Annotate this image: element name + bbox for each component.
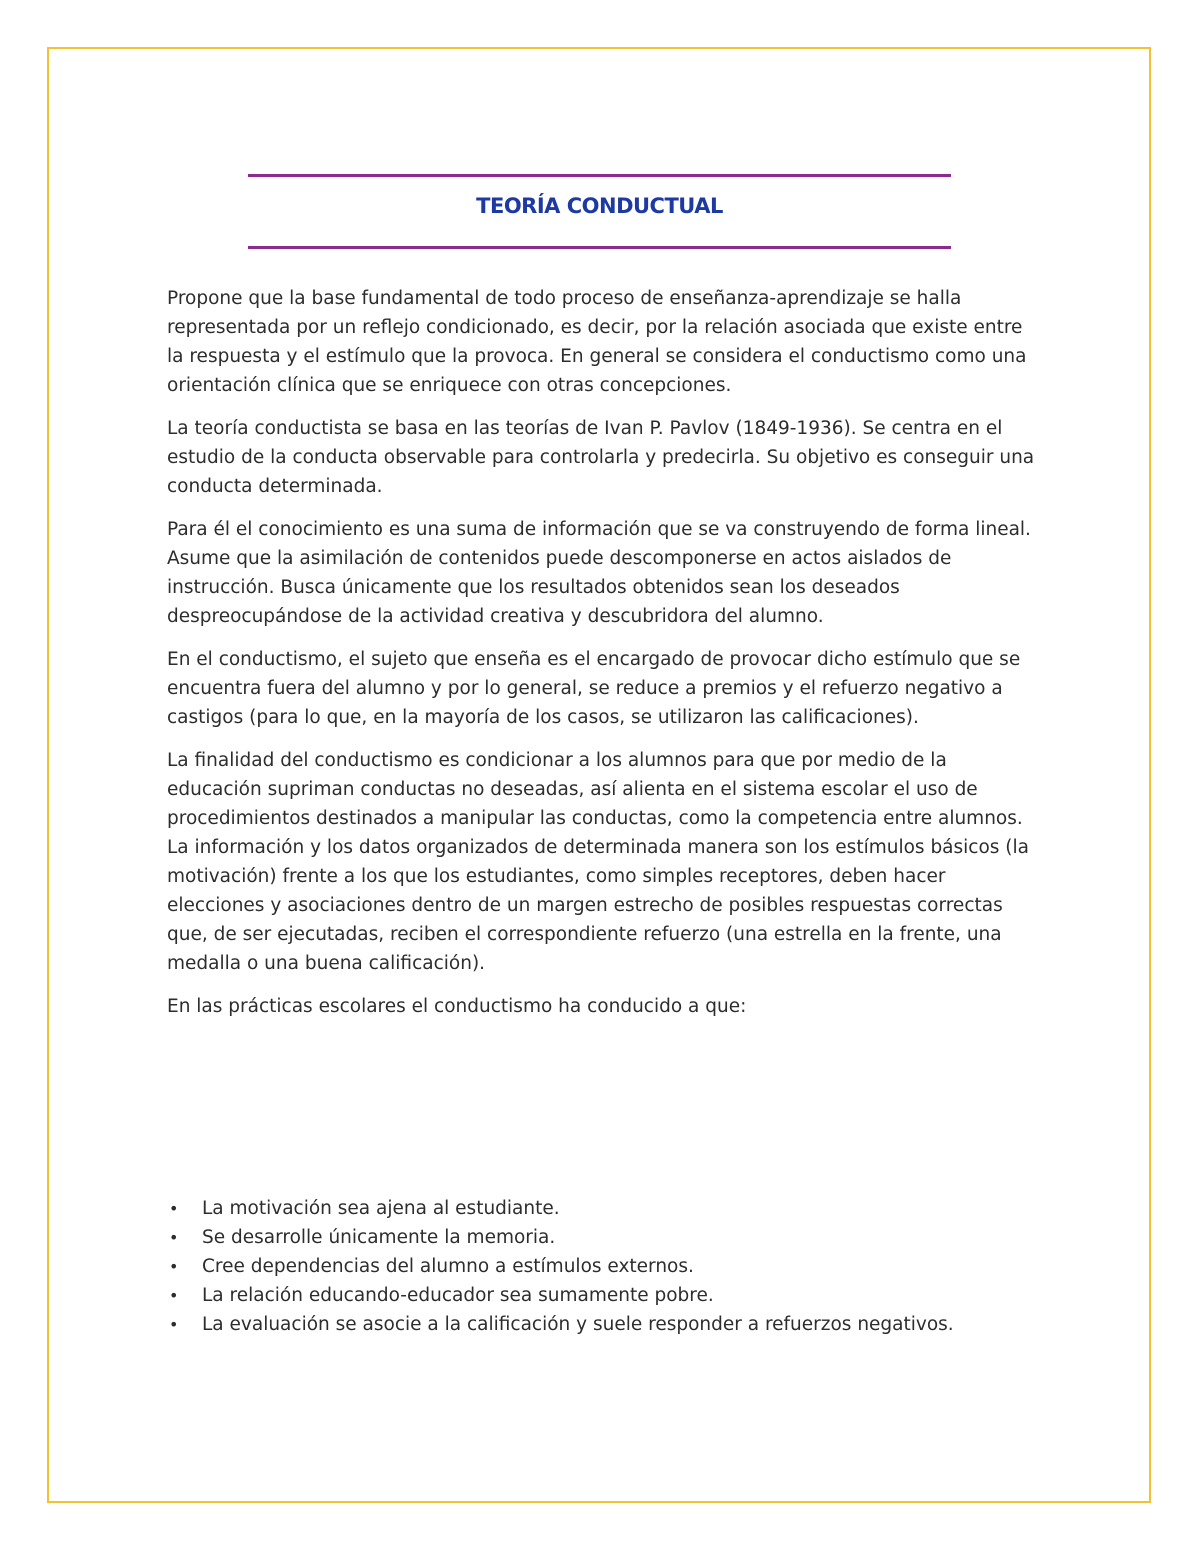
paragraph-purpose: La finalidad del conductismo es condicionar a los alumnos para que por medio de la educación supriman conductas no deseadas, así alienta en el sistema escolar el uso de procedimientos destinados a manipular las conductas, como la competencia entre alumnos. La información y los datos organizados de determinada manera son los estímulos básicos (la motivación) frente a los que los estudiantes, como simples receptores, deben hacer elecciones y asociaciones dentro de un margen estrecho de posibles respuestas correctas que, de ser ejecutadas, reciben el correspondiente refuerzo (una estrella en la frente, una medalla o una buena calificación). [167, 750, 1030, 974]
list-item-text: Se desarrolle únicamente la memoria. [202, 1227, 556, 1248]
paragraph-teacher-role: En el conductismo, el sujeto que enseña es el encargado de provocar dicho estímulo que se encuentra fuera del alumno y por lo general, se reduce a premios y el refuerzo negativo a castigos (para lo que, en la mayoría de los casos, se utilizaron las calificaciones). [167, 649, 1021, 728]
paragraph-intro: Propone que la base fundamental de todo proceso de enseñanza-aprendizaje se halla representada por un reflejo condicionado, es decir, por la relación asociada que existe entre la respuesta y el estímulo que la provoca. En general se considera el conductismo como una orientación clínica que se enriquece con otras concepciones. [167, 288, 1027, 396]
bullet-icon: • [169, 1228, 179, 1247]
bullet-icon: • [169, 1257, 179, 1276]
list-item-text: Cree dependencias del alumno a estímulos externos. [202, 1256, 694, 1277]
list-item [167, 1310, 1037, 1339]
document-title: TEORÍA CONDUCTUAL [476, 194, 723, 218]
paragraph-pavlov: La teoría conductista se basa en las teorías de Ivan P. Pavlov (1849-1936). Se centra en el estudio de la conducta observable para controlarla y predecirla. Su objetivo es conseguir una conducta determinada. [167, 418, 1035, 497]
title-top-rule [248, 174, 951, 177]
bullet-icon: • [169, 1286, 179, 1305]
list-item [167, 1252, 1037, 1281]
list-item-text: La motivación sea ajena al estudiante. [202, 1198, 560, 1219]
bullet-icon: • [169, 1199, 179, 1218]
consequences-list [167, 1194, 1037, 1339]
list-item-text: La evaluación se asocie a la calificación y suele responder a refuerzos negativos. [202, 1314, 954, 1335]
list-item [167, 1281, 1037, 1310]
paragraph-practices-intro: En las prácticas escolares el conductismo ha conducido a que: [167, 996, 747, 1017]
list-item [167, 1194, 1037, 1223]
bullet-icon: • [169, 1315, 179, 1334]
list-item [167, 1223, 1037, 1252]
title-bottom-rule [248, 246, 951, 249]
list-item-text: La relación educando-educador sea sumamente pobre. [202, 1285, 714, 1306]
paragraph-knowledge: Para él el conocimiento es una suma de información que se va construyendo de forma lineal. Asume que la asimilación de contenidos puede descomponerse en actos aislados de instrucción. Busca únicamente que los resultados obtenidos sean los deseados despreocupándose de la actividad creativa y descubridora del alumno. [167, 519, 1031, 627]
document-body [167, 284, 1037, 1035]
